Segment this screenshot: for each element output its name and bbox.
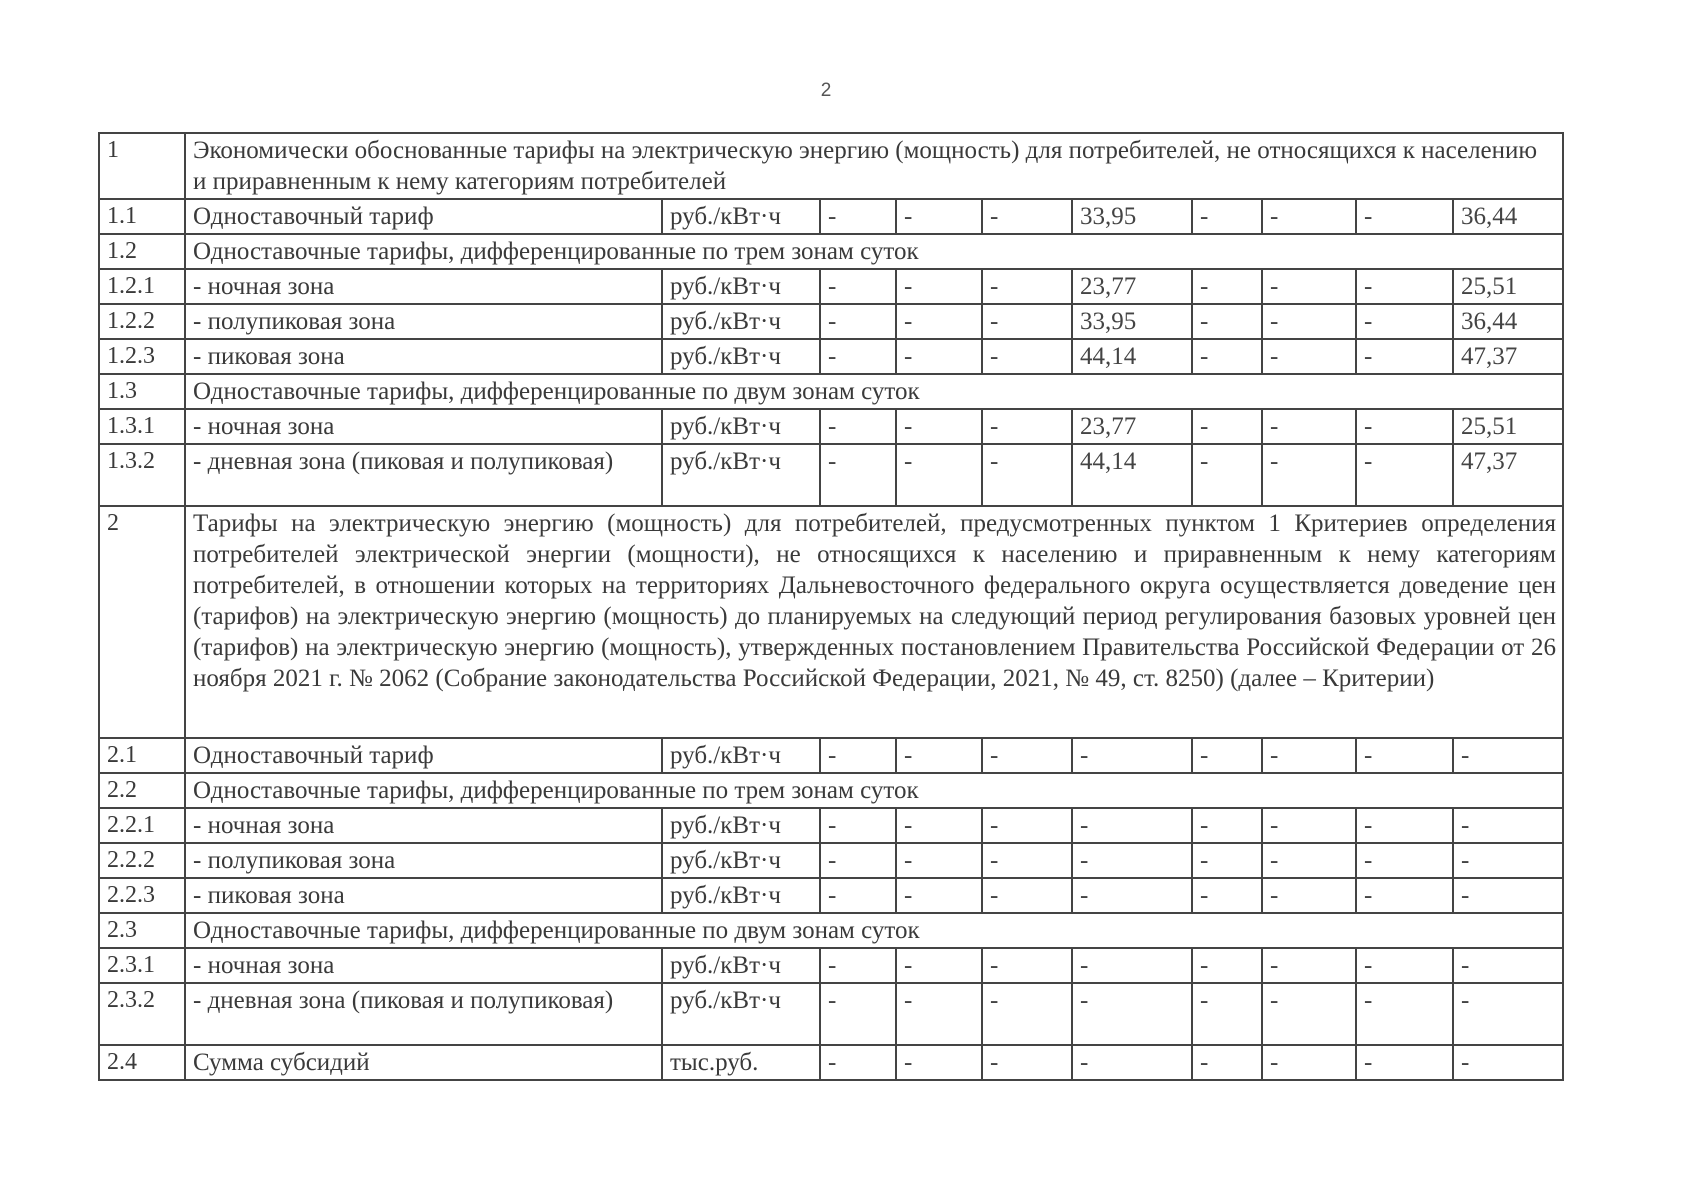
- tariff-value: 36,44: [1453, 304, 1563, 339]
- table-row: [99, 983, 1563, 1045]
- tariff-value: -: [820, 409, 896, 444]
- tariff-value: -: [896, 878, 982, 913]
- tariff-value: -: [982, 444, 1072, 506]
- tariff-value: -: [820, 339, 896, 374]
- tariff-value: -: [1356, 304, 1453, 339]
- row-unit: руб./кВт·ч: [662, 878, 820, 913]
- table-row: [99, 948, 1563, 983]
- tariff-value: 33,95: [1072, 199, 1192, 234]
- row-number: 2.3.2: [99, 983, 185, 1045]
- tariff-value: -: [1356, 738, 1453, 773]
- tariff-value: -: [896, 983, 982, 1045]
- tariff-value: -: [1453, 1045, 1563, 1080]
- tariff-value: 47,37: [1453, 339, 1563, 374]
- tariff-value: -: [896, 444, 982, 506]
- row-number: 1.2.3: [99, 339, 185, 374]
- tariff-value: 23,77: [1072, 269, 1192, 304]
- tariff-value: -: [1262, 339, 1356, 374]
- subsection-header: Одноставочные тарифы, дифференцированные по двум зонам суток: [185, 913, 1563, 948]
- tariff-value: -: [982, 878, 1072, 913]
- tariff-value: -: [820, 444, 896, 506]
- table-row: [99, 1045, 1563, 1080]
- table-row: [99, 913, 1563, 948]
- table-row: [99, 304, 1563, 339]
- row-number: 1.2.2: [99, 304, 185, 339]
- row-name: Одноставочный тариф: [185, 738, 662, 773]
- table-row: [99, 773, 1563, 808]
- tariff-value: -: [1262, 738, 1356, 773]
- subsection-header: Одноставочные тарифы, дифференцированные по двум зонам суток: [185, 374, 1563, 409]
- row-unit: руб./кВт·ч: [662, 444, 820, 506]
- page-number: 2: [820, 80, 832, 101]
- row-unit: руб./кВт·ч: [662, 808, 820, 843]
- table-row: [99, 339, 1563, 374]
- tariff-value: -: [820, 983, 896, 1045]
- tariff-value: -: [1453, 808, 1563, 843]
- row-number: 2.2.3: [99, 878, 185, 913]
- row-unit: руб./кВт·ч: [662, 409, 820, 444]
- row-number: 1.1: [99, 199, 185, 234]
- table-row: [99, 199, 1563, 234]
- tariff-value: -: [896, 269, 982, 304]
- table-row: [99, 738, 1563, 773]
- tariff-value: -: [1192, 808, 1262, 843]
- tariff-value: -: [820, 808, 896, 843]
- tariff-value: -: [1262, 304, 1356, 339]
- tariff-value: -: [1192, 983, 1262, 1045]
- row-number: 2.2.2: [99, 843, 185, 878]
- tariff-value: 25,51: [1453, 409, 1563, 444]
- row-number: 2.3: [99, 913, 185, 948]
- row-name: - ночная зона: [185, 948, 662, 983]
- row-number: 1.2.1: [99, 269, 185, 304]
- subsection-header: Одноставочные тарифы, дифференцированные по трем зонам суток: [185, 773, 1563, 808]
- row-unit: руб./кВт·ч: [662, 339, 820, 374]
- row-number: 2.2: [99, 773, 185, 808]
- tariff-value: -: [1356, 339, 1453, 374]
- tariff-value: -: [1072, 738, 1192, 773]
- row-unit: руб./кВт·ч: [662, 843, 820, 878]
- row-name: - дневная зона (пиковая и полупиковая): [185, 983, 662, 1045]
- row-number: 1.3.1: [99, 409, 185, 444]
- tariff-value: -: [1356, 843, 1453, 878]
- tariff-value: -: [1356, 1045, 1453, 1080]
- table-row: [99, 269, 1563, 304]
- tariff-value: -: [982, 1045, 1072, 1080]
- row-number: 1: [99, 133, 185, 199]
- tariff-value: -: [1192, 948, 1262, 983]
- tariff-value: -: [896, 808, 982, 843]
- tariff-value: -: [982, 304, 1072, 339]
- row-unit: руб./кВт·ч: [662, 304, 820, 339]
- tariff-value: 25,51: [1453, 269, 1563, 304]
- tariff-value: -: [1262, 948, 1356, 983]
- table-row: [99, 808, 1563, 843]
- tariff-value: -: [1072, 878, 1192, 913]
- tariff-value: -: [1453, 878, 1563, 913]
- tariff-value: -: [896, 304, 982, 339]
- tariff-value: 33,95: [1072, 304, 1192, 339]
- tariff-value: -: [820, 738, 896, 773]
- tariff-value: -: [982, 409, 1072, 444]
- row-number: 2.3.1: [99, 948, 185, 983]
- table-row: [99, 374, 1563, 409]
- row-name: - ночная зона: [185, 269, 662, 304]
- tariff-value: -: [820, 269, 896, 304]
- table-row: [99, 506, 1563, 738]
- row-number: 2.1: [99, 738, 185, 773]
- tariff-value: -: [1262, 409, 1356, 444]
- row-number: 1.3: [99, 374, 185, 409]
- row-name: Одноставочный тариф: [185, 199, 662, 234]
- row-number: 2.2.1: [99, 808, 185, 843]
- tariff-value: -: [1262, 269, 1356, 304]
- section-header: Экономически обоснованные тарифы на электрическую энергию (мощность) для потребителей, не относящихся к населению и приравненным к нему категориям потребителей: [185, 133, 1563, 199]
- row-name: Сумма субсидий: [185, 1045, 662, 1080]
- tariff-value: -: [1453, 843, 1563, 878]
- tariff-value: -: [896, 948, 982, 983]
- tariff-value: -: [982, 948, 1072, 983]
- row-unit: руб./кВт·ч: [662, 199, 820, 234]
- row-number: 2.4: [99, 1045, 185, 1080]
- tariff-value: -: [1356, 808, 1453, 843]
- subsection-header: Одноставочные тарифы, дифференцированные по трем зонам суток: [185, 234, 1563, 269]
- table-row: [99, 843, 1563, 878]
- tariff-value: -: [820, 878, 896, 913]
- row-unit: руб./кВт·ч: [662, 738, 820, 773]
- tariff-value: 44,14: [1072, 339, 1192, 374]
- tariff-value: -: [1356, 199, 1453, 234]
- tariff-value: -: [1356, 983, 1453, 1045]
- row-number: 1.3.2: [99, 444, 185, 506]
- row-name: - полупиковая зона: [185, 304, 662, 339]
- row-unit: руб./кВт·ч: [662, 269, 820, 304]
- tariff-value: -: [1356, 948, 1453, 983]
- tariff-value: -: [982, 808, 1072, 843]
- row-unit: руб./кВт·ч: [662, 948, 820, 983]
- row-unit: тыс.руб.: [662, 1045, 820, 1080]
- tariff-value: -: [982, 269, 1072, 304]
- tariff-value: -: [1072, 1045, 1192, 1080]
- row-name: - пиковая зона: [185, 878, 662, 913]
- tariff-value: -: [896, 1045, 982, 1080]
- tariff-value: -: [982, 843, 1072, 878]
- tariff-value: -: [1356, 444, 1453, 506]
- tariff-table: [98, 132, 1564, 1081]
- table-row: [99, 878, 1563, 913]
- tariff-value: -: [1192, 199, 1262, 234]
- section-header: Тарифы на электрическую энергию (мощность) для потребителей, предусмотренных пунктом 1 Критериев определения потребителей электрической энергии (мощности), не относящихся к населению и приравненным к нему категориям потребителей, в отношении которых на территориях Дальневосточного федерального округа осуществляется доведение цен (тарифов) на электрическую энергию (мощность) до планируемых на следующий период регулирования базовых уровней цен (тарифов) на электрическую энергию (мощность), утвержденных постановлением Правительства Российской Федерации от 26 ноября 2021 г. № 2062 (Собрание законодательства Российской Федерации, 2021, № 49, ст. 8250) (далее – Критерии): [185, 506, 1563, 738]
- row-unit: руб./кВт·ч: [662, 983, 820, 1045]
- tariff-value: -: [1262, 199, 1356, 234]
- tariff-value: -: [896, 339, 982, 374]
- tariff-value: -: [1192, 878, 1262, 913]
- row-name: - ночная зона: [185, 808, 662, 843]
- row-name: - ночная зона: [185, 409, 662, 444]
- row-number: 1.2: [99, 234, 185, 269]
- tariff-value: -: [896, 843, 982, 878]
- tariff-value: -: [1192, 409, 1262, 444]
- tariff-value: -: [1262, 878, 1356, 913]
- tariff-value: -: [820, 843, 896, 878]
- tariff-value: -: [820, 304, 896, 339]
- tariff-value: 36,44: [1453, 199, 1563, 234]
- tariff-value: -: [1453, 738, 1563, 773]
- tariff-value: 44,14: [1072, 444, 1192, 506]
- table-row: [99, 234, 1563, 269]
- row-name: - пиковая зона: [185, 339, 662, 374]
- tariff-value: -: [1453, 948, 1563, 983]
- tariff-value: -: [1192, 843, 1262, 878]
- tariff-value: -: [1192, 269, 1262, 304]
- tariff-value: -: [982, 738, 1072, 773]
- tariff-value: -: [1192, 339, 1262, 374]
- tariff-value: -: [1192, 1045, 1262, 1080]
- row-number: 2: [99, 506, 185, 738]
- tariff-value: -: [1262, 1045, 1356, 1080]
- tariff-value: -: [1072, 843, 1192, 878]
- tariff-value: -: [896, 199, 982, 234]
- tariff-value: -: [1192, 738, 1262, 773]
- table-row: [99, 444, 1563, 506]
- tariff-value: -: [1453, 983, 1563, 1045]
- tariff-value: -: [1072, 983, 1192, 1045]
- tariff-value: -: [1262, 444, 1356, 506]
- tariff-value: -: [982, 339, 1072, 374]
- tariff-value: -: [820, 199, 896, 234]
- tariff-value: -: [820, 948, 896, 983]
- tariff-value: -: [1262, 808, 1356, 843]
- table-row: [99, 409, 1563, 444]
- tariff-value: 47,37: [1453, 444, 1563, 506]
- tariff-value: -: [1356, 878, 1453, 913]
- tariff-value: -: [1262, 983, 1356, 1045]
- table-body: [99, 133, 1563, 1080]
- tariff-value: -: [1356, 269, 1453, 304]
- tariff-value: -: [820, 1045, 896, 1080]
- tariff-value: -: [1192, 304, 1262, 339]
- tariff-value: 23,77: [1072, 409, 1192, 444]
- tariff-value: -: [982, 983, 1072, 1045]
- table-row: [99, 133, 1563, 199]
- row-name: - полупиковая зона: [185, 843, 662, 878]
- tariff-value: -: [982, 199, 1072, 234]
- tariff-value: -: [1072, 808, 1192, 843]
- row-name: - дневная зона (пиковая и полупиковая): [185, 444, 662, 506]
- tariff-value: -: [1356, 409, 1453, 444]
- tariff-value: -: [896, 409, 982, 444]
- tariff-value: -: [1262, 843, 1356, 878]
- tariff-value: -: [896, 738, 982, 773]
- tariff-value: -: [1192, 444, 1262, 506]
- tariff-value: -: [1072, 948, 1192, 983]
